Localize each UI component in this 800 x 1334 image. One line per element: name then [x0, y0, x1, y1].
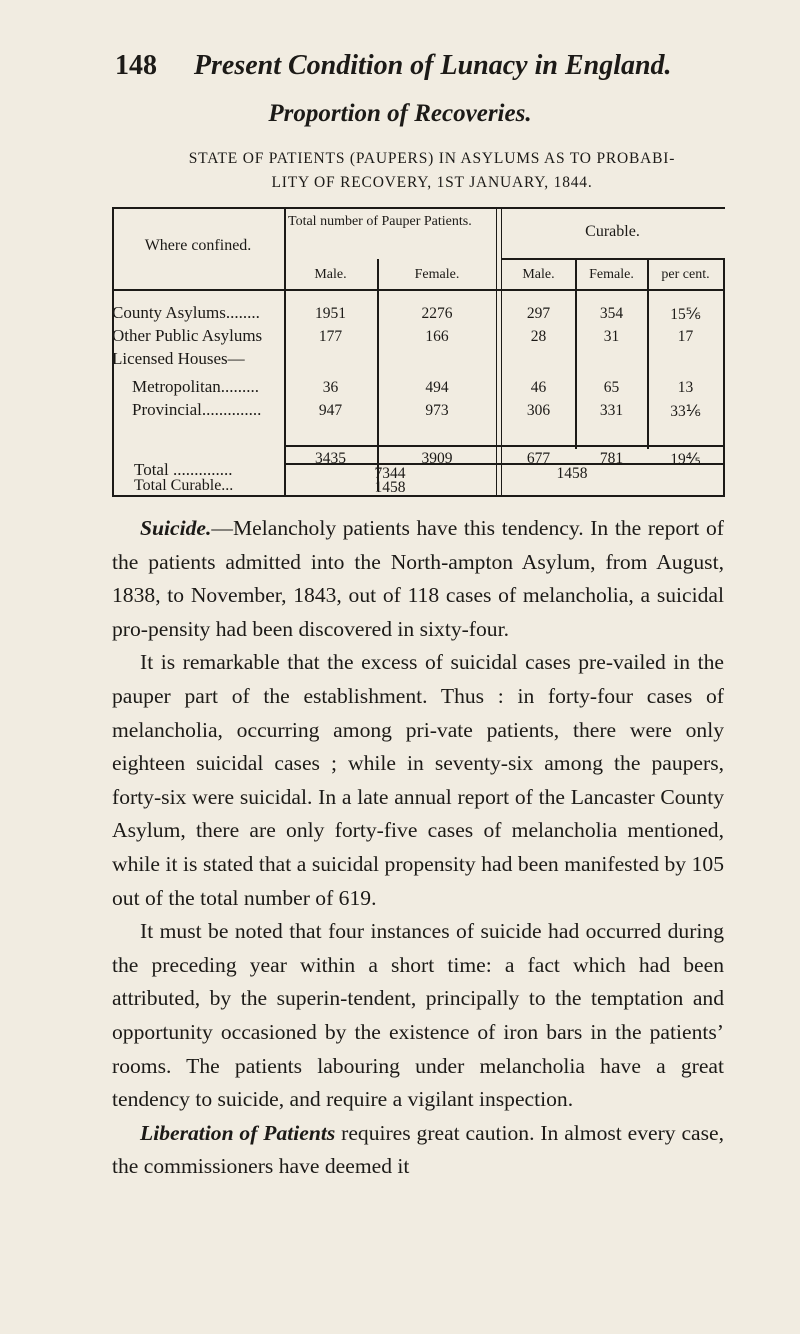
- header-curable-female: Female.: [589, 267, 634, 282]
- subtotal-curable-female: 781: [599, 450, 624, 467]
- row-label-provincial: Provincial..............: [132, 400, 262, 419]
- section-title: Proportion of Recoveries.: [268, 100, 532, 127]
- total-curable-value: 1458: [374, 479, 406, 496]
- subtotal-rule: [284, 445, 725, 447]
- paragraph-lead-suicide: Suicide.: [140, 516, 212, 540]
- header-rule-right: [284, 289, 725, 291]
- cell-curable-male: 46: [530, 379, 547, 396]
- cell-male: 36: [322, 379, 339, 396]
- cell-per-cent: 13: [677, 379, 694, 396]
- row-label-other-public: Other Public Asylums: [112, 326, 263, 345]
- header-where-confined: Where confined.: [144, 237, 252, 254]
- page-header: [115, 40, 720, 90]
- recoveries-table: [112, 207, 725, 497]
- row-label-county: County Asylums........: [112, 303, 260, 322]
- row-label-metropolitan: Metropolitan.........: [132, 377, 260, 396]
- paragraph-excess-text: It is remarkable that the excess of suicidal cases pre-vailed in the pauper part of the establishment. Thus : in forty-four cases of melancholia, occurring among pri-vate patients, there were only eighteen suicidal cases ; while in seventy-six among the paupers, forty-six were suicidal. In a late annual report of the Lancaster County Asylum, there are only forty-five cases of melancholia mentioned, while it is stated that a suicidal propensity had been manifested by 105 out of the total number of 619.: [112, 650, 724, 910]
- cell-per-cent: 15⅚: [670, 306, 701, 323]
- cell-curable-female: 65: [603, 379, 620, 396]
- header-rule-left: [112, 289, 284, 291]
- cell-female: 2276: [421, 305, 453, 322]
- vrule-curable-1: [496, 207, 497, 497]
- cell-curable-female: 331: [599, 402, 624, 419]
- paragraph-suicide-text: —Melancholy patients have this tendency. In the report of the patients admitted into the North-ampton Asylum, from August, 1838, to November, 1843, out of 118 cases of melancholia, a suicidal pro-pensity had been discovered in sixty-four.: [112, 516, 724, 641]
- cell-per-cent: 17: [677, 328, 694, 345]
- paragraph-instances: [112, 915, 724, 1117]
- header-per-cent: per cent.: [661, 267, 710, 282]
- cell-male: 947: [318, 402, 343, 419]
- paragraph-instances-text: It must be noted that four instances of suicide had occurred during the preceding year within a short time: a fact which had been attributed, by the superin-tendent, principally to the temptation and opportunity occasioned by the existence of iron bars in the patients’ rooms. The patients labouring under melancholia have a great tendency to suicide, and require a vigilant inspection.: [112, 919, 724, 1112]
- row-label-total: Total ..............: [134, 460, 233, 479]
- table-caption: [132, 147, 732, 195]
- header-total-number-text: Total number of Pauper Patients.: [288, 214, 472, 229]
- subtotal-male: 3435: [315, 450, 346, 467]
- cell-curable-female: 31: [603, 328, 620, 345]
- paragraph-liberation-text: requires great caution. In almost every case, the commissioners have deemed it: [112, 1120, 724, 1179]
- cell-curable-male: 306: [526, 402, 551, 419]
- body-text: [112, 512, 724, 1184]
- running-title: Present Condition of Lunacy in England.: [193, 50, 672, 81]
- header-total-number: [288, 213, 494, 230]
- cell-curable-male: 297: [526, 305, 551, 322]
- subtotal-per-cent: 19⅘: [670, 451, 701, 468]
- header-female: Female.: [414, 267, 460, 282]
- paragraph-lead-liberation: Liberation of Patients: [140, 1120, 336, 1145]
- table-caption-line-2: LITY OF RECOVERY, 1ST JANUARY, 1844.: [271, 174, 593, 191]
- curable-rule: [502, 258, 725, 260]
- total-curable: 1458: [556, 465, 588, 482]
- header-curable: Curable.: [585, 223, 640, 240]
- table-top-rule: [112, 207, 725, 209]
- cell-curable-male: 28: [530, 328, 547, 345]
- cell-male: 1951: [315, 305, 346, 322]
- paragraph-excess: [112, 646, 724, 915]
- vrule-c-male-female: [575, 259, 577, 449]
- cell-female: 166: [425, 328, 449, 345]
- cell-female: 494: [425, 379, 449, 396]
- row-label-total-curable: Total Curable...: [134, 477, 234, 494]
- cell-female: 973: [425, 402, 449, 419]
- cell-male: 177: [318, 328, 343, 345]
- cell-per-cent: 33⅙: [670, 403, 701, 420]
- page-number: 148: [115, 50, 157, 81]
- subtotal-curable-male: 677: [526, 450, 551, 467]
- header-curable-male: Male.: [522, 267, 555, 282]
- row-label-licensed-houses: Licensed Houses—: [112, 349, 245, 368]
- table-right-border: [723, 259, 725, 497]
- paragraph-suicide: [112, 512, 724, 646]
- total-patients: 7344: [374, 465, 406, 482]
- paragraph-liberation: [112, 1117, 724, 1184]
- table-caption-line-1: STATE OF PATIENTS (PAUPERS) IN ASYLUMS AS TO PROBABI-: [188, 150, 676, 167]
- subtotal-female: 3909: [421, 450, 453, 467]
- cell-curable-female: 354: [599, 305, 624, 322]
- header-male: Male.: [314, 267, 347, 282]
